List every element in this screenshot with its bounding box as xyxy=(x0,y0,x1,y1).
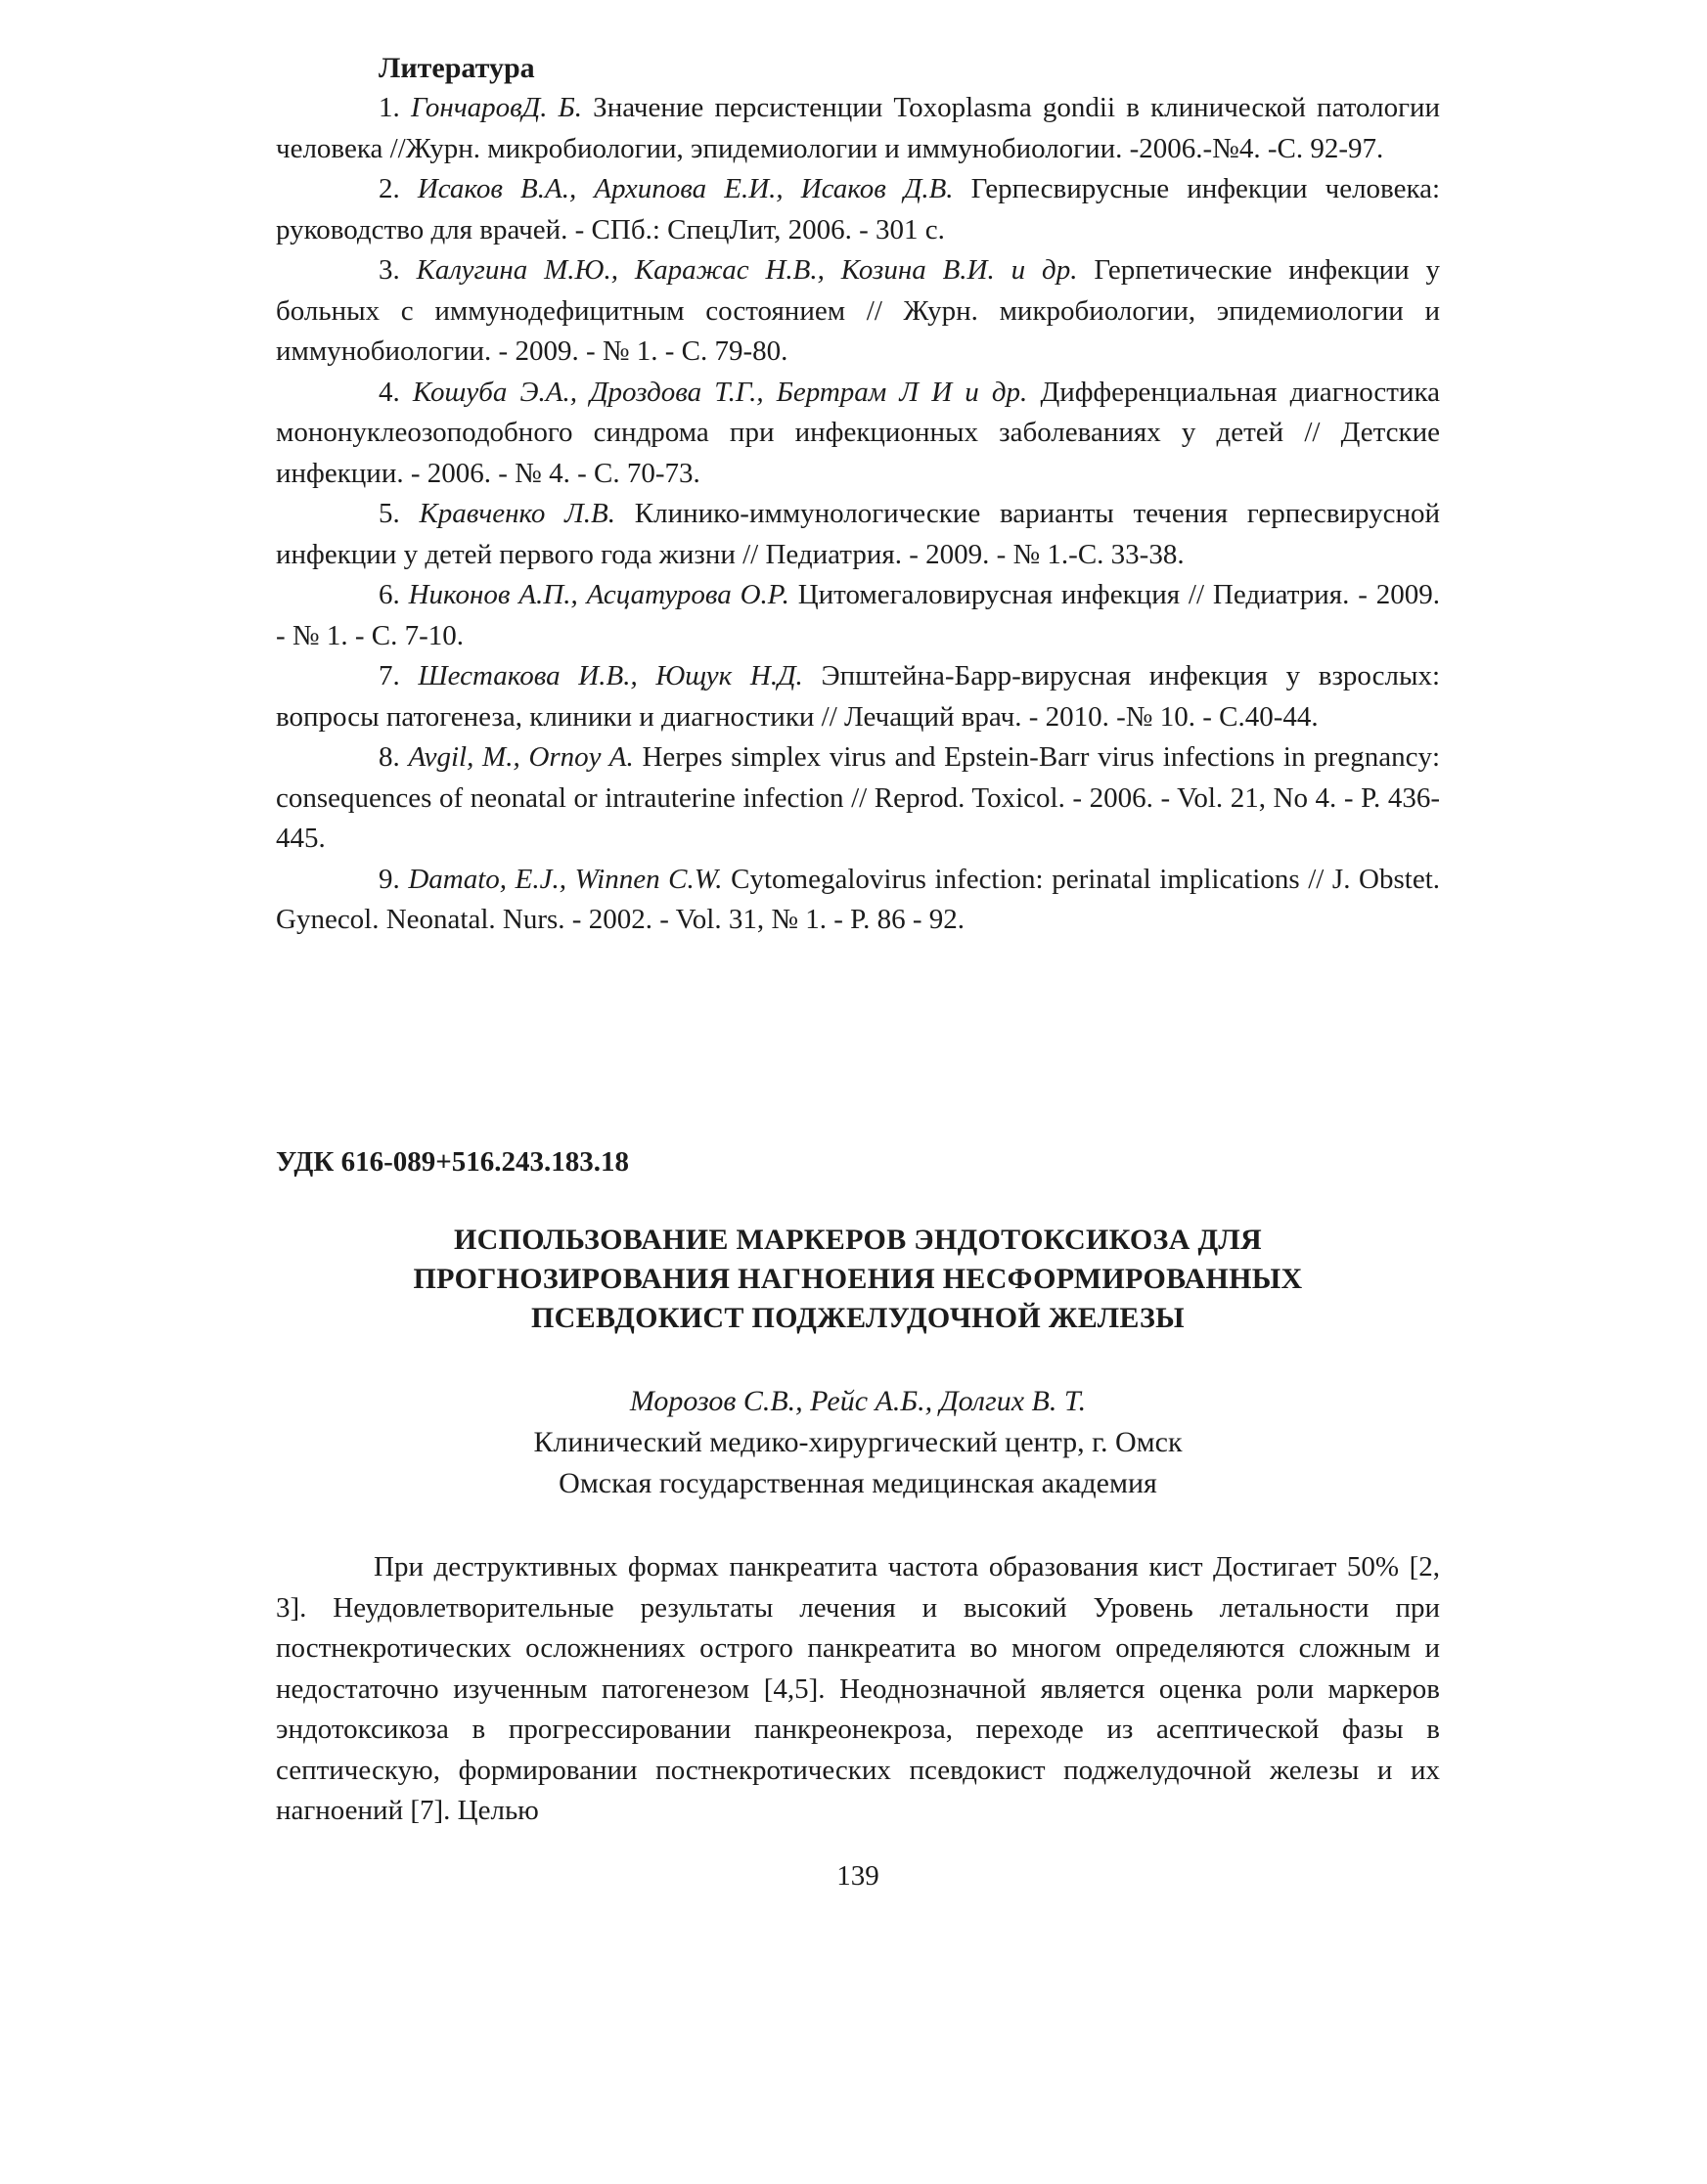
udk-code: УДК 616-089+516.243.183.18 xyxy=(276,1146,630,1178)
reference-authors: Кошуба Э.А., Дроздова Т.Г., Бертрам Л И и др. xyxy=(412,376,1028,408)
reference-text: Герпесвирусные инфекции человека: руководство для врачей. - СПб.: СпецЛит, 2006. - 301 с. xyxy=(276,173,1441,245)
reference-number: 9. xyxy=(379,863,400,895)
reference-number: 4. xyxy=(379,376,400,408)
reference-text: Герпетические инфекции у больных с иммунодефицитным состоянием // Журн. микробиологии, эпидемиологии и иммунобиологии. - 2009. - № 1. - С. 79-80. xyxy=(276,254,1441,367)
reference-item xyxy=(276,575,1440,656)
reference-text: Эпштейна-Барр-вирусная инфекция у взрослых: вопросы патогенеза, клиники и диагностики // Лечащий врач. - 2010. -№ 10. - С.40-44. xyxy=(276,660,1441,733)
page-number: 139 xyxy=(836,1860,879,1892)
reference-authors: Кравченко Л.В. xyxy=(419,498,616,529)
article-title-line: ИСПОЛЬЗОВАНИЕ МАРКЕРОВ ЭНДОТОКСИКОЗА ДЛЯ xyxy=(453,1224,1263,1256)
reference-item xyxy=(276,737,1440,860)
article-title xyxy=(276,1221,1440,1338)
reference-text: Клинико-иммунологические варианты течения герпесвирусной инфекции у детей первого года жизни // Педиатрия. - 2009. - № 1.-С. 33-38. xyxy=(276,498,1441,570)
reference-item xyxy=(276,656,1440,737)
reference-item xyxy=(276,494,1440,575)
reference-item xyxy=(276,860,1440,941)
article-affiliation: Омская государственная медицинская академия xyxy=(559,1467,1157,1499)
reference-text: Дифференциальная диагностика мононуклеозоподобного синдрома при инфекционных заболеваниях у детей // Детские инфекции. - 2006. - № 4. - С. 70-73. xyxy=(276,376,1440,489)
reference-number: 8. xyxy=(379,741,400,773)
reference-number: 3. xyxy=(379,254,400,286)
reference-number: 2. xyxy=(379,173,400,204)
reference-authors: Damato, E.J., Winnen C.W. xyxy=(408,863,723,895)
reference-authors: Никонов А.П., Асцатурова О.Р. xyxy=(408,579,789,610)
reference-text: Cytomegalovirus infection: perinatal implications // J. Obstet. Gynecol. Neonatal. Nurs. - 2002. - Vol. 31, № 1. - P. 86 - 92. xyxy=(276,863,1441,935)
reference-text: Herpes simplex virus and Epstein-Barr virus infections in pregnancy: consequences of neonatal or intrauterine infection // Reprod. Toxicol. - 2006. - Vol. 21, No 4. - P. 436-445. xyxy=(276,741,1441,854)
reference-authors: Калугина М.Ю., Каражас Н.В., Козина В.И. и др. xyxy=(416,254,1078,286)
reference-number: 7. xyxy=(379,660,400,691)
article-title-line: ПСЕВДОКИСТ ПОДЖЕЛУДОЧНОЙ ЖЕЛЕЗЫ xyxy=(531,1302,1185,1334)
article-byline xyxy=(276,1381,1440,1504)
reference-number: 1. xyxy=(379,92,400,123)
article-affiliation: Клинический медико-хирургический центр, г. Омск xyxy=(533,1426,1183,1458)
reference-item xyxy=(276,169,1440,250)
reference-authors: ГончаровД. Б. xyxy=(410,92,582,123)
article-body xyxy=(276,1547,1440,1832)
references-heading: Литература xyxy=(379,52,535,84)
reference-authors: Avgil, M., Ornoy A. xyxy=(408,741,634,773)
reference-number: 6. xyxy=(379,579,400,610)
reference-number: 5. xyxy=(379,498,400,529)
article-authors: Морозов С.В., Рейс А.Б., Долгих В. Т. xyxy=(629,1385,1087,1417)
references-list xyxy=(276,88,1440,941)
reference-item xyxy=(276,373,1440,495)
body-paragraph: При деструктивных формах панкреатита частота образования кист Достигает 50% [2, 3]. Неудовлетворительные результаты лечения и высокий Уровень летальности при постнекротических осложнениях острого панкреатита во многом определяются сложным и недостаточно изученным патогенезом [4,5]. Неоднозначной является оценка роли маркеров эндотоксикоза в прогрессировании панкреонекроза, переходе из асептической фазы в септическую, формировании постнекротических псевдокист поджелудочной железы и их нагноений [7]. Целью xyxy=(276,1551,1440,1826)
reference-item xyxy=(276,250,1440,373)
reference-text: Цитомегаловирусная инфекция // Педиатрия. - 2009. - № 1. - С. 7-10. xyxy=(276,579,1440,651)
reference-item xyxy=(276,88,1440,169)
reference-authors: Исаков В.А., Архипова Е.И., Исаков Д.В. xyxy=(417,173,954,204)
article-title-line: ПРОГНОЗИРОВАНИЯ НАГНОЕНИЯ НЕСФОРМИРОВАННЫХ xyxy=(413,1263,1303,1295)
reference-text: Значение персистенции Toxoplasma gondii в клинической патологии человека //Журн. микробиологии, эпидемиологии и иммунобиологии. -2006.-№4. -С. 92-97. xyxy=(276,92,1441,164)
reference-authors: Шестакова И.В., Ющук Н.Д. xyxy=(418,660,803,691)
